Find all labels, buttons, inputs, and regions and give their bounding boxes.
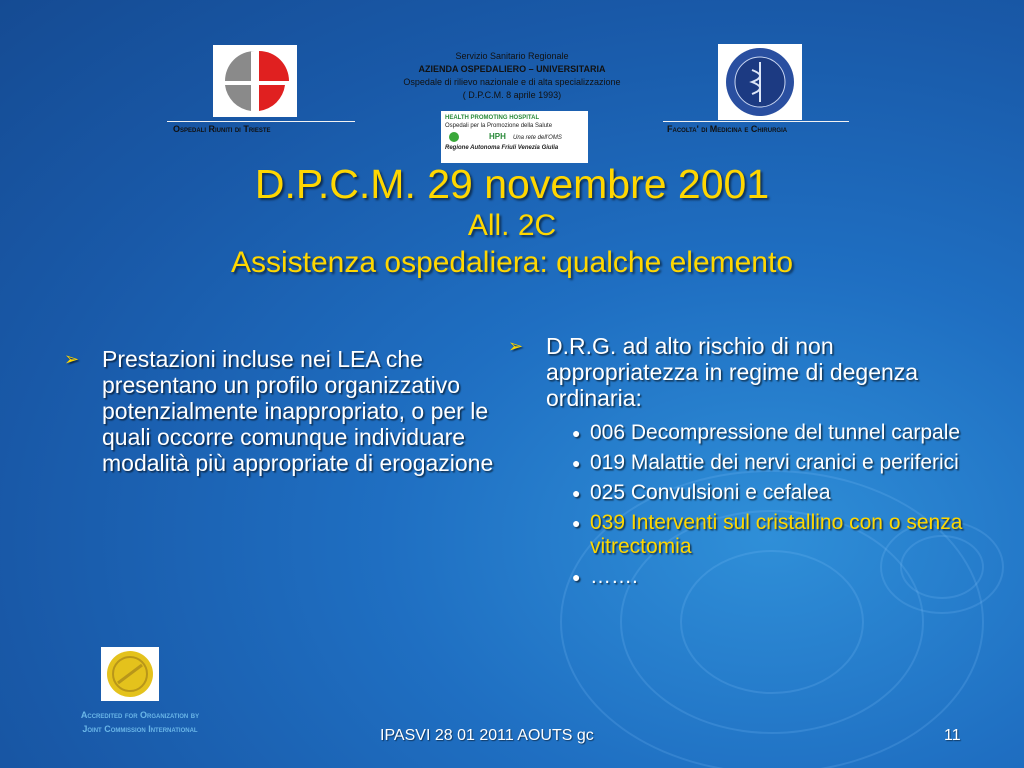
drg-list: [560, 421, 988, 589]
hph-logo: [441, 111, 588, 163]
list-item: ● 019 Malattie dei nervi cranici e periferici: [572, 451, 959, 474]
list-item: ● 006 Decompressione del tunnel carpale: [572, 421, 961, 444]
gold-seal-icon: [101, 647, 159, 701]
info-line: AZIENDA OSPEDALIERO – UNIVERSITARIA: [418, 64, 606, 74]
left-column: [64, 346, 494, 476]
hph-region: Regione Autonoma Friuli Venezia Giulia: [445, 145, 559, 151]
hospital-caption: Ospedali Riuniti di Trieste: [173, 124, 271, 134]
list-item: ● 025 Convulsioni e cefalea: [572, 481, 831, 504]
chevron-right-icon: ➢: [64, 349, 80, 369]
info-line: Servizio Sanitario Regionale: [455, 51, 569, 61]
list-item: ● …….: [572, 565, 638, 588]
info-line: ( D.P.C.M. 8 aprile 1993): [462, 90, 562, 100]
dot-icon: ●: [572, 485, 581, 501]
right-column: [508, 333, 988, 595]
title-sub2: Assistenza ospedaliera: qualche elemento: [230, 246, 794, 279]
hph-abbr: HPH: [489, 132, 506, 141]
list-item-highlighted: ● 039 Interventi sul cristallino con o senza vitrectomia: [572, 511, 963, 558]
right-bullet-text: D.R.G. ad alto rischio di non appropriatezza in regime di degenza ordinaria:: [546, 333, 919, 411]
hph-network: Una rete dell'OMS: [513, 135, 562, 141]
faculty-logo: [718, 44, 802, 120]
info-line: Ospedale di rilievo nazionale e di alta specializzazione: [403, 77, 621, 87]
jci-seal: [101, 647, 159, 701]
hospital-cross-icon: [213, 45, 297, 117]
hospital-logo: [213, 45, 297, 117]
accredited-line: Joint Commission International: [82, 724, 198, 734]
footer-text: IPASVI 28 01 2011 AOUTS gc: [380, 727, 594, 744]
dot-icon: ●: [572, 455, 581, 471]
accreditation-text: [40, 708, 240, 736]
hph-title: HEALTH PROMOTING HOSPITAL: [445, 115, 540, 121]
title-sub: All. 2C: [467, 209, 557, 242]
left-bullet-text: Prestazioni incluse nei LEA che presentano un profilo organizzativo potenzialmente inappropriato, o per le quali occorre comunque individuare modalità più appropriate di erogazione: [102, 346, 494, 476]
page-number: 11: [944, 727, 961, 744]
hospital-info: [362, 50, 662, 102]
dot-icon: ●: [572, 569, 581, 585]
header-divider: [167, 121, 355, 122]
faculty-seal-icon: [718, 44, 802, 120]
hph-globe-icon: [449, 132, 459, 142]
faculty-caption: Facolta' di Medicina e Chirurgia: [667, 124, 788, 134]
chevron-right-icon: ➢: [508, 336, 524, 356]
dot-icon: ●: [572, 515, 581, 531]
dot-icon: ●: [572, 425, 581, 441]
hph-subtitle: Ospedali per la Promozione della Salute: [445, 123, 553, 129]
title-main: D.P.C.M. 29 novembre 2001: [254, 161, 770, 207]
header-divider: [663, 121, 849, 122]
slide-title: [60, 160, 964, 282]
accredited-line: Accredited for Organization by: [80, 710, 200, 720]
